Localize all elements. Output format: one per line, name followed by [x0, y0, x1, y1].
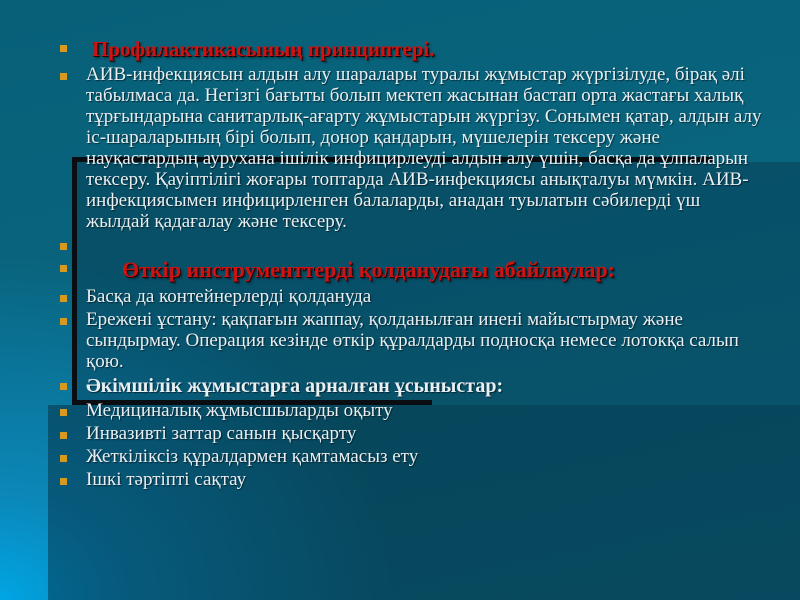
bullet-square-icon: [60, 455, 67, 462]
bullet-square-icon: [60, 383, 67, 390]
bullet-item: [46, 469, 772, 490]
bullet-item-label-admin-recommendations: Әкімшілік жұмыстарға арналған ұсыныстар:: [86, 375, 504, 397]
heading1-row: [46, 36, 772, 62]
slide-heading-sharp-instruments: Өткір инструменттерді қолданудағы абайлаулар:: [122, 257, 615, 282]
prevention-paragraph: АИВ-инфекциясын алдын алу шаралары туралы жұмыстар жүргізілуде, бірақ әлі табылмаса да. Негізгі бағыты болып мектеп жасынан бастап орта жастағы халық тұрғындарына санитарлық-ағарту жұмыстарын жүргізу. Сонымен қатар, алдын алу іс-шараларының бірі болып, донор қандарын, мүшелерін тексеру және науқастардың аурухана ішілік инфицирлеуді алдын алу үшін, басқа да ұлпаларын тексеру. Қауіптілігі жоғары топтарда АИВ-инфекциясы анықталуы мүмкін. АИВ-инфекциясымен инфицирленген балаларды, анадан туылатын сәбилерді үш жылдай қадағалау және тексеру.: [86, 64, 762, 232]
empty-bullet-row: [46, 234, 772, 254]
bullet-item: [46, 400, 772, 421]
bullet-square-icon: [60, 318, 67, 325]
bullet-square-icon: [60, 295, 67, 302]
bullet-item-label: Ішкі тәртіпті сақтау: [86, 469, 247, 490]
bullet-item-label: Медициналық жұмысшыларды оқыту: [86, 400, 393, 421]
bullet-item: [46, 374, 772, 398]
bullet-item: [46, 446, 772, 467]
bullet-square-icon: [60, 478, 67, 485]
bullet-item: [46, 309, 772, 372]
bullet-item: [46, 286, 772, 307]
bullet-item-label: Басқа да контейнерлерді қолдануда: [86, 286, 372, 307]
bullet-item-label: Инвазивті заттар санын қысқарту: [86, 423, 357, 444]
bullet-square-icon: [60, 409, 67, 416]
slide-heading-prevention-principles: Профилактикасының принциптері.: [92, 37, 435, 61]
bullet-item-label: Жеткіліксіз құралдармен қамтамасыз ету: [86, 446, 419, 467]
bullet-square-icon: [60, 265, 67, 272]
heading2-row: [46, 256, 772, 284]
bullet-square-icon: [60, 243, 67, 250]
bullet-item: [46, 423, 772, 444]
slide-content: [46, 36, 772, 492]
bullet-square-icon: [60, 73, 67, 80]
bullet-square-icon: [60, 45, 67, 52]
bullet-item-label: Ережені ұстану: қақпағын жаппау, қолданылған инені майыстырмау және сындырмау. Операция кезінде өткір құралдарды подносқа немесе лотокқа салып қою.: [86, 309, 739, 372]
bullet-square-icon: [60, 432, 67, 439]
paragraph-row: [46, 64, 772, 232]
